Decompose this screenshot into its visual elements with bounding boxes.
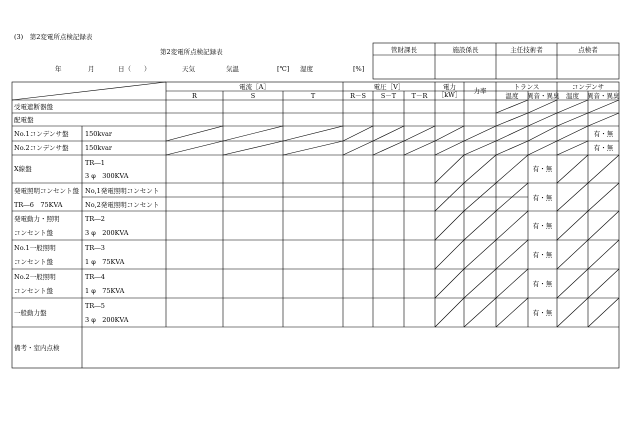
current-s: S — [250, 92, 256, 100]
cond-noise: 異音・異臭 — [587, 92, 620, 100]
power-unit: ［kW］ — [437, 91, 462, 99]
row-gen-power-spec: 3 φ 200KVA — [85, 229, 129, 237]
row-light1-spec: 1 φ 75KVA — [85, 258, 125, 266]
trans-noise: 異音・異臭 — [527, 92, 560, 100]
row-power-label: 一般動力盤 — [14, 309, 47, 317]
section-title: (3) 第2変電所点検記録表 — [14, 33, 93, 41]
date-year: 年 — [55, 65, 62, 73]
row-light2-tr: TR―4 — [85, 273, 105, 281]
row-light2-spec: 1 φ 75KVA — [85, 287, 125, 295]
row-xray-label: X線盤 — [14, 165, 32, 173]
voltage-st: S－T — [380, 92, 397, 100]
power-header: 電力 — [443, 83, 456, 91]
row-gen-power-label2: コンセント盤 — [14, 229, 53, 237]
date-month: 月 — [88, 65, 95, 73]
row-power-tr: TR―5 — [85, 302, 105, 310]
row-xray-tr: TR―1 — [85, 159, 105, 167]
date-day: 日（ ） — [118, 65, 151, 73]
row-gen-light-label1: 発電照明コンセント盤 — [14, 187, 79, 195]
trans-header: トランス — [513, 83, 540, 91]
row-gen-power-label1: 発電動力・照明 — [14, 215, 60, 223]
row-light1-label1: No.1一般照明 — [14, 244, 56, 252]
check-trans-light1: 有・無 — [532, 251, 553, 259]
row-cond2-label: No.2コンデンサ盤 — [14, 144, 69, 152]
check-trans-power: 有・無 — [532, 309, 553, 317]
row-gen-light-sub1: No,1発電照明コンセント — [85, 187, 160, 195]
approver-2: 施設係長 — [452, 46, 479, 54]
row-light1-label2: コンセント盤 — [14, 258, 53, 266]
power-factor-header: 力率 — [473, 87, 487, 95]
check-trans-light2: 有・無 — [532, 280, 553, 288]
temp-unit: [℃] — [277, 65, 290, 73]
form-title: 第2変電所点検記録表 — [160, 48, 223, 56]
row-cond1-spec: 150kvar — [85, 130, 112, 138]
row-gen-power-tr: TR―2 — [85, 215, 105, 223]
check-cond2: 有・無 — [593, 144, 614, 152]
check-cond1: 有・無 — [593, 130, 614, 138]
humidity-unit: [%] — [353, 65, 365, 73]
approver-1: 管財課長 — [391, 46, 417, 54]
row-cond2-spec: 150kvar — [85, 144, 112, 152]
row-light1-tr: TR―3 — [85, 244, 105, 252]
weather-label: 天気 — [182, 65, 195, 73]
row-gen-light-sub2: No,2発電照明コンセント — [85, 201, 160, 209]
current-header: 電流［A］ — [239, 83, 270, 91]
row-remarks: 備考・室内点検 — [14, 344, 60, 352]
check-trans-gen-power: 有・無 — [532, 222, 553, 230]
row-light2-label1: No.2一般照明 — [14, 273, 56, 281]
approver-4: 点検者 — [578, 46, 598, 54]
row-receiving: 受電遮断器盤 — [14, 103, 53, 111]
row-xray-spec: 3 φ 300KVA — [85, 172, 129, 180]
current-t: T — [310, 92, 316, 100]
humidity-label: 湿度 — [300, 65, 313, 73]
row-cond1-label: No.1コンデンサ盤 — [14, 130, 69, 138]
check-trans-xray: 有・無 — [532, 165, 553, 173]
temp-label: 気温 — [226, 65, 239, 73]
voltage-rs: R－S — [350, 92, 366, 100]
cond-header: コンデンサ — [571, 83, 605, 91]
check-trans-gen-light: 有・無 — [532, 194, 553, 202]
voltage-header: 電圧［V］ — [373, 83, 405, 91]
current-r: R — [192, 92, 197, 100]
approver-3: 主任技術者 — [510, 46, 543, 54]
row-distribution: 配電盤 — [14, 116, 34, 124]
cond-temp: 温度 — [566, 92, 579, 100]
trans-temp: 温度 — [505, 92, 519, 100]
row-light2-label2: コンセント盤 — [14, 287, 53, 295]
row-power-spec: 3 φ 200KVA — [85, 316, 129, 324]
row-gen-light-label2: TR―6 75KVA — [14, 201, 63, 209]
voltage-tr: T－R — [411, 92, 428, 100]
